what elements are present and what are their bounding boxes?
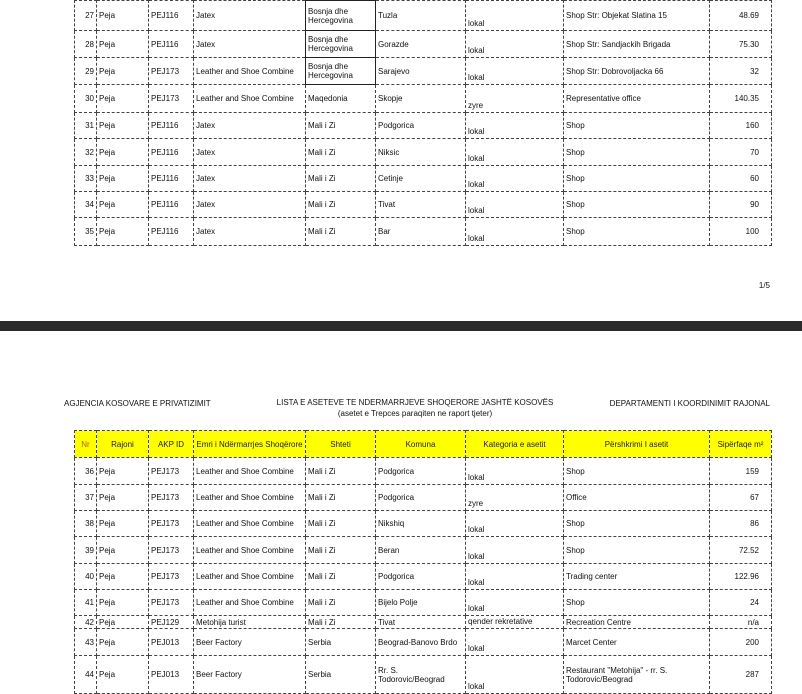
country-cell: Serbia: [306, 656, 376, 694]
municipality-cell: Bijelo Polje: [376, 590, 466, 616]
enterprise-name-cell: Jatex: [194, 218, 306, 246]
municipality-cell: Cetinje: [376, 166, 466, 192]
page-number: 1/5: [758, 281, 770, 290]
asset-category-cell: lokal: [466, 537, 564, 564]
row-number: 38: [75, 511, 97, 537]
municipality-cell: Sarajevo: [376, 58, 466, 85]
country-cell: Serbia: [306, 629, 376, 656]
municipality-cell: Podgorica: [376, 485, 466, 511]
row-number: 36: [75, 458, 97, 485]
asset-category-cell: lokal: [466, 458, 564, 485]
asset-category-cell: zyre: [466, 85, 564, 113]
region-cell: Peja: [97, 485, 149, 511]
table-row: [75, 218, 772, 246]
area-cell: 32: [710, 58, 772, 85]
akp-id-cell: PEJ173: [149, 590, 194, 616]
row-number: 33: [75, 166, 97, 192]
municipality-cell: Niksic: [376, 139, 466, 166]
country-cell: Mali i Zi: [306, 537, 376, 564]
asset-category-cell: lokal: [466, 1, 564, 31]
akp-id-cell: PEJ173: [149, 85, 194, 113]
row-number: 27: [75, 1, 97, 31]
row-number: 28: [75, 31, 97, 58]
table-row: [75, 458, 772, 485]
enterprise-name-cell: Beer Factory: [194, 629, 306, 656]
region-cell: Peja: [97, 1, 149, 31]
area-cell: 60: [710, 166, 772, 192]
municipality-cell: Beran: [376, 537, 466, 564]
asset-description-cell: Representative office: [564, 85, 710, 113]
country-cell: Bosnja dhe Hercegovina: [306, 58, 376, 85]
row-number: 41: [75, 590, 97, 616]
municipality-cell: Tivat: [376, 616, 466, 629]
area-cell: 159: [710, 458, 772, 485]
assets-table-page-1: [74, 0, 772, 246]
row-number: 31: [75, 113, 97, 139]
country-cell: Mali i Zi: [306, 616, 376, 629]
asset-description-cell: Restaurant "Metohija" - rr. S. Todorovic/Beograd: [564, 656, 710, 694]
region-cell: Peja: [97, 113, 149, 139]
municipality-cell: Tuzla: [376, 1, 466, 31]
country-cell: Mali i Zi: [306, 564, 376, 590]
country-cell: Mali i Zi: [306, 485, 376, 511]
asset-description-cell: Shop: [564, 113, 710, 139]
region-cell: Peja: [97, 656, 149, 694]
row-number: 34: [75, 192, 97, 218]
asset-description-cell: Shop: [564, 590, 710, 616]
asset-description-cell: Trading center: [564, 564, 710, 590]
asset-description-cell: Shop Str: Dobrovoljacka 66: [564, 58, 710, 85]
asset-category-cell: lokal: [466, 629, 564, 656]
area-cell: 90: [710, 192, 772, 218]
asset-description-cell: Shop Str: Objekat Slatina 15: [564, 1, 710, 31]
enterprise-name-cell: Leather and Shoe Combine: [194, 485, 306, 511]
asset-description-cell: Shop: [564, 511, 710, 537]
assets-table-page-2: [74, 430, 772, 694]
asset-description-cell: Shop: [564, 166, 710, 192]
title-line-2: (asetet e Trepces paraqiten ne raport tjeter): [337, 409, 493, 418]
enterprise-name-cell: Beer Factory: [194, 656, 306, 694]
table-row: [75, 564, 772, 590]
asset-category-cell: lokal: [466, 139, 564, 166]
municipality-cell: Rr. S. Todorovic/Beograd: [376, 656, 466, 694]
asset-description-cell: Shop: [564, 218, 710, 246]
table-row: [75, 192, 772, 218]
department-name: DEPARTAMENTI I KOORDINIMIT RAJONAL: [609, 399, 770, 408]
column-header-komuna: Komuna: [376, 431, 466, 458]
column-header-akp-id: AKP ID: [149, 431, 194, 458]
akp-id-cell: PEJ116: [149, 139, 194, 166]
country-cell: Mali i Zi: [306, 166, 376, 192]
country-cell: Bosnja dhe Hercegovina: [306, 31, 376, 58]
region-cell: Peja: [97, 537, 149, 564]
municipality-cell: Nikshiq: [376, 511, 466, 537]
municipality-cell: Bar: [376, 218, 466, 246]
country-cell: Mali i Zi: [306, 511, 376, 537]
table-row: [75, 58, 772, 85]
municipality-cell: Gorazde: [376, 31, 466, 58]
table-row: [75, 85, 772, 113]
page-separator: [0, 321, 802, 331]
country-cell: Bosnja dhe Hercegovina: [306, 1, 376, 31]
enterprise-name-cell: Leather and Shoe Combine: [194, 58, 306, 85]
akp-id-cell: PEJ116: [149, 1, 194, 31]
area-cell: 67: [710, 485, 772, 511]
column-header-nr: Nr: [75, 431, 97, 458]
area-cell: 160: [710, 113, 772, 139]
akp-id-cell: PEJ116: [149, 192, 194, 218]
akp-id-cell: PEJ116: [149, 218, 194, 246]
title-line-1: LISTA E ASETEVE TE NDERMARRJEVE SHOQERORE JASHTË KOSOVËS: [276, 398, 554, 407]
asset-description-cell: Recreation Centre: [564, 616, 710, 629]
akp-id-cell: PEJ173: [149, 458, 194, 485]
municipality-cell: Podgorica: [376, 564, 466, 590]
row-number: 37: [75, 485, 97, 511]
region-cell: Peja: [97, 511, 149, 537]
asset-description-cell: Shop: [564, 537, 710, 564]
row-number: 39: [75, 537, 97, 564]
table-row: [75, 629, 772, 656]
table-row: [75, 113, 772, 139]
area-cell: 200: [710, 629, 772, 656]
document-page-1: [0, 0, 802, 321]
akp-id-cell: PEJ173: [149, 511, 194, 537]
country-cell: Mali i Zi: [306, 192, 376, 218]
asset-category-cell: zyre: [466, 485, 564, 511]
area-cell: 75.30: [710, 31, 772, 58]
table-row: [75, 31, 772, 58]
asset-description-cell: Office: [564, 485, 710, 511]
row-number: 29: [75, 58, 97, 85]
asset-category-cell: lokal: [466, 564, 564, 590]
table-row: [75, 485, 772, 511]
country-cell: Maqedonia: [306, 85, 376, 113]
region-cell: Peja: [97, 616, 149, 629]
column-header-rajoni: Rajoni: [97, 431, 149, 458]
area-cell: 86: [710, 511, 772, 537]
document-title: [240, 397, 590, 419]
asset-description-cell: Shop Str: Sandjackih Brigada: [564, 31, 710, 58]
column-header-emri: Emri i Ndërmarrjes Shoqërore: [194, 431, 306, 458]
table-row: [75, 616, 772, 629]
table-row: [75, 166, 772, 192]
akp-id-cell: PEJ116: [149, 113, 194, 139]
asset-description-cell: Shop: [564, 458, 710, 485]
asset-category-cell: lokal: [466, 218, 564, 246]
asset-category-cell: lokal: [466, 590, 564, 616]
row-number: 40: [75, 564, 97, 590]
akp-id-cell: PEJ013: [149, 656, 194, 694]
asset-category-cell: lokal: [466, 656, 564, 694]
asset-category-cell: lokal: [466, 166, 564, 192]
akp-id-cell: PEJ013: [149, 629, 194, 656]
region-cell: Peja: [97, 58, 149, 85]
enterprise-name-cell: Leather and Shoe Combine: [194, 511, 306, 537]
region-cell: Peja: [97, 590, 149, 616]
region-cell: Peja: [97, 564, 149, 590]
municipality-cell: Podgorica: [376, 113, 466, 139]
row-number: 42: [75, 616, 97, 629]
asset-description-cell: Marcet Center: [564, 629, 710, 656]
column-header-pershkrimi: Përshkrimi I asetit: [564, 431, 710, 458]
table-header-row: [75, 431, 772, 458]
municipality-cell: Skopje: [376, 85, 466, 113]
enterprise-name-cell: Jatex: [194, 113, 306, 139]
country-cell: Mali i Zi: [306, 590, 376, 616]
row-number: 44: [75, 656, 97, 694]
akp-id-cell: PEJ173: [149, 485, 194, 511]
area-cell: n/a: [710, 616, 772, 629]
table-row: [75, 1, 772, 31]
agency-name: AGJENCIA KOSOVARE E PRIVATIZIMIT: [64, 399, 211, 408]
municipality-cell: Beograd-Banovo Brdo: [376, 629, 466, 656]
enterprise-name-cell: Jatex: [194, 1, 306, 31]
asset-category-cell: lokal: [466, 511, 564, 537]
area-cell: 70: [710, 139, 772, 166]
enterprise-name-cell: Jatex: [194, 192, 306, 218]
akp-id-cell: PEJ173: [149, 564, 194, 590]
enterprise-name-cell: Leather and Shoe Combine: [194, 85, 306, 113]
asset-category-cell: lokal: [466, 58, 564, 85]
region-cell: Peja: [97, 458, 149, 485]
enterprise-name-cell: Leather and Shoe Combine: [194, 458, 306, 485]
enterprise-name-cell: Metohija turist: [194, 616, 306, 629]
country-cell: Mali i Zi: [306, 113, 376, 139]
enterprise-name-cell: Leather and Shoe Combine: [194, 537, 306, 564]
asset-category-cell: lokal: [466, 31, 564, 58]
region-cell: Peja: [97, 85, 149, 113]
asset-category-cell: lokal: [466, 113, 564, 139]
country-cell: Mali i Zi: [306, 218, 376, 246]
akp-id-cell: PEJ129: [149, 616, 194, 629]
document-page-2: [0, 331, 802, 694]
country-cell: Mali i Zi: [306, 458, 376, 485]
region-cell: Peja: [97, 166, 149, 192]
table-row: [75, 656, 772, 694]
country-cell: Mali i Zi: [306, 139, 376, 166]
akp-id-cell: PEJ173: [149, 537, 194, 564]
row-number: 32: [75, 139, 97, 166]
enterprise-name-cell: Leather and Shoe Combine: [194, 590, 306, 616]
table-row: [75, 590, 772, 616]
enterprise-name-cell: Jatex: [194, 139, 306, 166]
area-cell: 100: [710, 218, 772, 246]
column-header-shteti: Shteti: [306, 431, 376, 458]
region-cell: Peja: [97, 31, 149, 58]
asset-category-cell: qender rekretative: [466, 616, 564, 629]
asset-description-cell: Shop: [564, 192, 710, 218]
region-cell: Peja: [97, 139, 149, 166]
enterprise-name-cell: Leather and Shoe Combine: [194, 564, 306, 590]
akp-id-cell: PEJ173: [149, 58, 194, 85]
akp-id-cell: PEJ116: [149, 31, 194, 58]
column-header-siperfaqe: Sipërfaqe m²: [710, 431, 772, 458]
area-cell: 24: [710, 590, 772, 616]
municipality-cell: Tivat: [376, 192, 466, 218]
area-cell: 72.52: [710, 537, 772, 564]
municipality-cell: Podgorica: [376, 458, 466, 485]
row-number: 30: [75, 85, 97, 113]
table-row: [75, 139, 772, 166]
table-row: [75, 537, 772, 564]
area-cell: 122.96: [710, 564, 772, 590]
row-number: 43: [75, 629, 97, 656]
enterprise-name-cell: Jatex: [194, 166, 306, 192]
area-cell: 140.35: [710, 85, 772, 113]
area-cell: 48.69: [710, 1, 772, 31]
region-cell: Peja: [97, 218, 149, 246]
akp-id-cell: PEJ116: [149, 166, 194, 192]
column-header-kategoria: Kategoria e asetit: [466, 431, 564, 458]
row-number: 35: [75, 218, 97, 246]
region-cell: Peja: [97, 192, 149, 218]
table-row: [75, 511, 772, 537]
area-cell: 287: [710, 656, 772, 694]
region-cell: Peja: [97, 629, 149, 656]
asset-description-cell: Shop: [564, 139, 710, 166]
asset-category-cell: lokal: [466, 192, 564, 218]
enterprise-name-cell: Jatex: [194, 31, 306, 58]
